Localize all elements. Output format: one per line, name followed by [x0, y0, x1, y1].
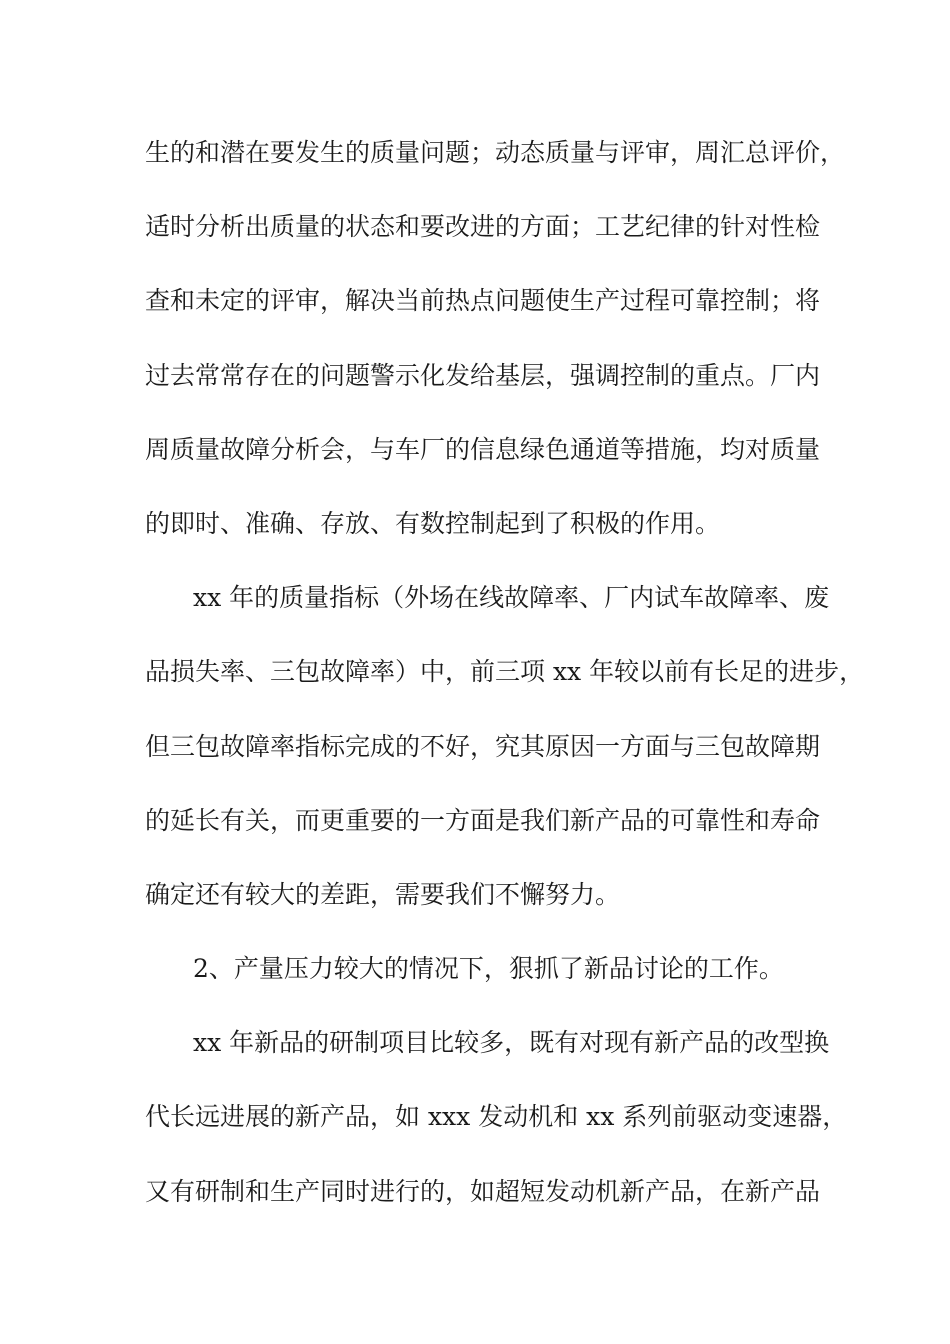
text-line: 的延长有关，而更重要的一方面是我们新产品的可靠性和寿命 — [145, 805, 821, 835]
text-line: xx 年新品的研制项目比较多，既有对现有新产品的改型换 — [193, 1028, 830, 1058]
text-line: 但三包故障率指标完成的不好，究其原因一方面与三包故障期 — [145, 731, 821, 761]
text-line: 查和未定的评审，解决当前热点问题使生产过程可靠控制；将 — [145, 286, 821, 316]
document-body — [145, 128, 865, 1241]
text-line: 又有研制和生产同时进行的，如超短发动机新产品，在新产品 — [145, 1176, 821, 1206]
text-line: 周质量故障分析会，与车厂的信息绿色通道等措施，均对质量 — [145, 434, 821, 464]
text-line: 生的和潜在要发生的质量问题；动态质量与评审，周汇总评价， — [145, 138, 846, 167]
section-heading: 2、产量压力较大的情况下，狠抓了新品讨论的工作。 — [193, 954, 784, 984]
text-line: 过去常常存在的问题警示化发给基层，强调控制的重点。厂内 — [145, 360, 821, 390]
text-line: 确定还有较大的差距，需要我们不懈努力。 — [145, 879, 621, 909]
text-line: 品损失率、三包故障率）中，前三项 xx 年较以前有长足的进步， — [145, 657, 865, 687]
text-line: 适时分析出质量的状态和要改进的方面；工艺纪律的针对性检 — [145, 212, 821, 242]
text-line: 代长远进展的新产品，如 xxx 发动机和 xx 系列前驱动变速器， — [145, 1102, 848, 1132]
text-line: 的即时、准确、存放、有数控制起到了积极的作用。 — [145, 508, 721, 538]
text-line: xx 年的质量指标（外场在线故障率、厂内试车故障率、废 — [193, 583, 830, 613]
